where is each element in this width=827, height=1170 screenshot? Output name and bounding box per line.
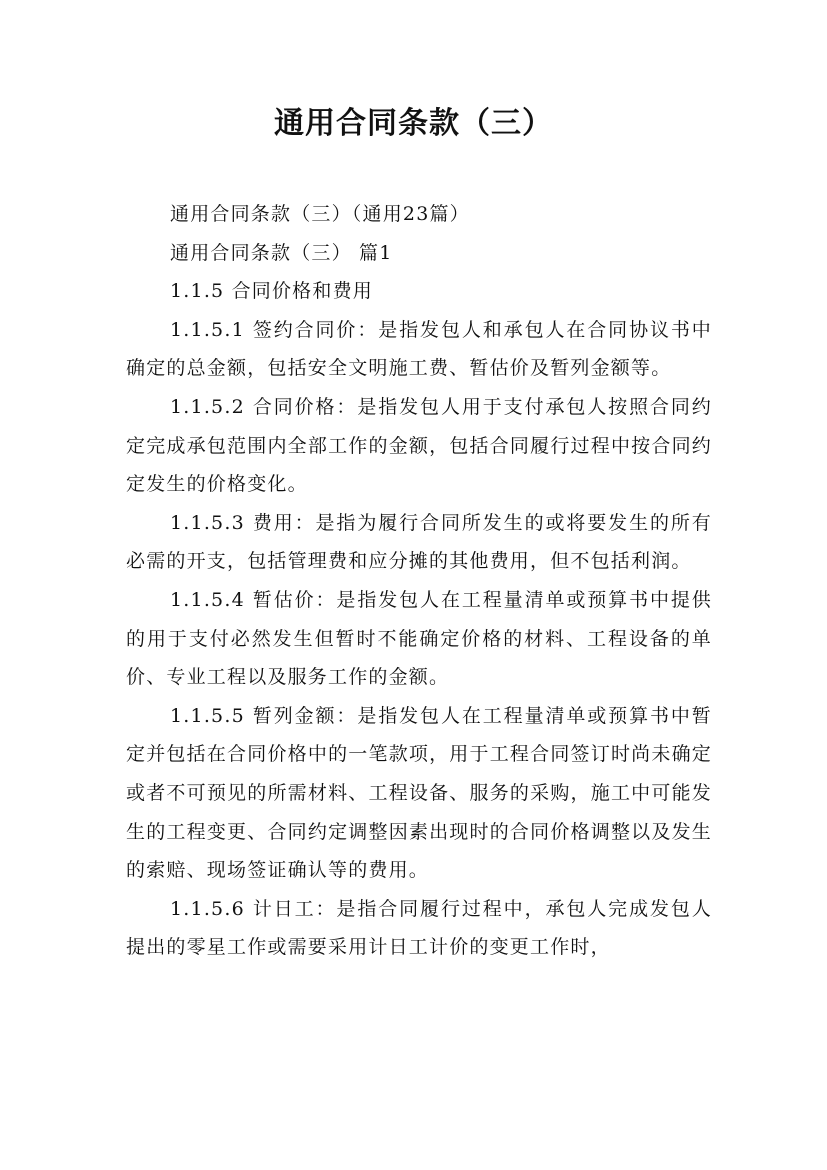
- clause-paragraph: 1.1.5.4 暂估价：是指发包人在工程量清单或预算书中提供的用于支付必然发生但暂时不能确定价格的材料、工程设备的单价、专业工程以及服务工作的金额。: [126, 588, 712, 689]
- clause-paragraph: 1.1.5.6 计日工：是指合同履行过程中，承包人完成发包人提出的零星工作或需要采用计日工计价的变更工作时，: [126, 897, 712, 959]
- clause-paragraph: 1.1.5.1 签约合同价：是指发包人和承包人在合同协议书中确定的总金额，包括安全文明施工费、暂估价及暂列金额等。: [126, 318, 712, 380]
- document-title: 通用合同条款（三）: [274, 106, 553, 141]
- paragraph: 通用合同条款（三） 篇1: [170, 241, 393, 264]
- paragraph: 通用合同条款（三）（通用23篇）: [170, 203, 470, 225]
- clause-paragraph: 1.1.5.5 暂列金额：是指发包人在工程量清单或预算书中暂定并包括在合同价格中的一笔款项，用于工程合同签订时尚未确定或者不可预见的所需材料、工程设备、服务的采购，施工中可能发生的工程变更、合同约定调整因素出现时的合同价格调整以及发生的索赔、现场签证确认等的费用。: [126, 704, 712, 882]
- section-heading: 1.1.5 合同价格和费用: [170, 280, 373, 303]
- clause-paragraph: 1.1.5.2 合同价格：是指发包人用于支付承包人按照合同约定完成承包范围内全部工作的金额，包括合同履行过程中按合同约定发生的价格变化。: [126, 395, 712, 496]
- clause-paragraph: 1.1.5.3 费用：是指为履行合同所发生的或将要发生的所有必需的开支，包括管理费和应分摊的其他费用，但不包括利润。: [126, 511, 712, 573]
- document-body: [126, 195, 712, 967]
